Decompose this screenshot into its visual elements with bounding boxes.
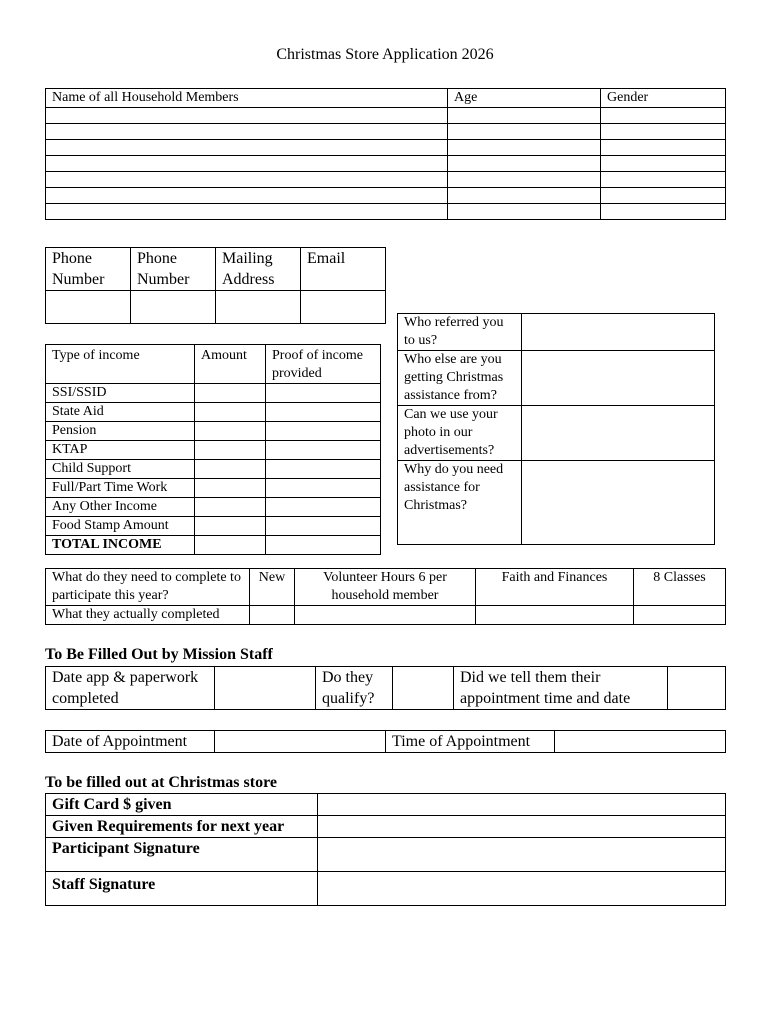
time-of-appointment-field[interactable] <box>555 731 726 753</box>
income-type-label: Full/Part Time Work <box>46 479 195 498</box>
income-amount-cell[interactable] <box>195 422 266 441</box>
household-age-cell[interactable] <box>448 124 601 140</box>
income-amount-cell[interactable] <box>195 460 266 479</box>
household-age-cell[interactable] <box>448 172 601 188</box>
requirement-faith-finances: Faith and Finances <box>476 569 634 606</box>
household-row <box>46 140 726 156</box>
household-name-cell[interactable] <box>46 156 448 172</box>
contact-header-mailing-address: Mailing Address <box>216 248 301 291</box>
household-header-gender: Gender <box>601 89 726 108</box>
gift-card-field[interactable] <box>318 794 726 816</box>
household-row <box>46 172 726 188</box>
qualify-label: Do they qualify? <box>316 667 393 710</box>
participant-signature-label: Participant Signature <box>46 838 318 872</box>
household-row <box>46 156 726 172</box>
participant-signature-field[interactable] <box>318 838 726 872</box>
income-type-label: KTAP <box>46 441 195 460</box>
household-header-name: Name of all Household Members <box>46 89 448 108</box>
requirements-table <box>45 568 726 625</box>
phone-2-field[interactable] <box>131 291 216 324</box>
household-name-cell[interactable] <box>46 140 448 156</box>
income-proof-cell[interactable] <box>266 517 381 536</box>
told-appointment-field[interactable] <box>668 667 726 710</box>
mailing-address-field[interactable] <box>216 291 301 324</box>
contact-header-phone-1: Phone Number <box>46 248 131 291</box>
referral-question: Who else are you getting Christmas assistance from? <box>398 351 522 406</box>
income-total-label: TOTAL INCOME <box>46 536 195 555</box>
household-name-cell[interactable] <box>46 204 448 220</box>
contact-header-phone-2: Phone Number <box>131 248 216 291</box>
requirements-question: What do they need to complete to participate this year? <box>46 569 250 606</box>
household-age-cell[interactable] <box>448 140 601 156</box>
household-age-cell[interactable] <box>448 204 601 220</box>
completed-volunteer-cell[interactable] <box>295 606 476 625</box>
date-app-label: Date app & paperwork completed <box>46 667 215 710</box>
qualify-field[interactable] <box>393 667 454 710</box>
phone-1-field[interactable] <box>46 291 131 324</box>
income-proof-cell[interactable] <box>266 498 381 517</box>
income-proof-cell[interactable] <box>266 460 381 479</box>
referral-answer-field[interactable] <box>522 314 715 351</box>
income-total-proof-cell[interactable] <box>266 536 381 555</box>
income-proof-cell[interactable] <box>266 479 381 498</box>
household-table <box>45 88 726 220</box>
completed-new-cell[interactable] <box>250 606 295 625</box>
told-appointment-label: Did we tell them their appointment time and date <box>454 667 668 710</box>
time-of-appointment-label: Time of Appointment <box>386 731 555 753</box>
household-row <box>46 204 726 220</box>
income-proof-cell[interactable] <box>266 403 381 422</box>
income-row <box>46 384 381 403</box>
contact-table <box>45 247 386 324</box>
requirement-volunteer-hours: Volunteer Hours 6 per household member <box>295 569 476 606</box>
household-row <box>46 108 726 124</box>
income-amount-cell[interactable] <box>195 441 266 460</box>
income-row <box>46 498 381 517</box>
income-type-label: State Aid <box>46 403 195 422</box>
income-row <box>46 441 381 460</box>
income-row <box>46 479 381 498</box>
income-amount-cell[interactable] <box>195 517 266 536</box>
income-proof-cell[interactable] <box>266 384 381 403</box>
date-of-appointment-label: Date of Appointment <box>46 731 215 753</box>
income-row <box>46 460 381 479</box>
store-table <box>45 793 726 906</box>
referral-question: Who referred you to us? <box>398 314 522 351</box>
requirement-new: New <box>250 569 295 606</box>
income-header-type: Type of income <box>46 345 195 384</box>
income-total-row <box>46 536 381 555</box>
income-type-label: Any Other Income <box>46 498 195 517</box>
contact-header-email: Email <box>301 248 386 291</box>
household-name-cell[interactable] <box>46 124 448 140</box>
household-gender-cell[interactable] <box>601 188 726 204</box>
household-name-cell[interactable] <box>46 108 448 124</box>
given-requirements-label: Given Requirements for next year <box>46 816 318 838</box>
income-amount-cell[interactable] <box>195 384 266 403</box>
photo-permission-answer-field[interactable] <box>522 406 715 461</box>
income-proof-cell[interactable] <box>266 422 381 441</box>
staff-signature-label: Staff Signature <box>46 872 318 906</box>
household-gender-cell[interactable] <box>601 172 726 188</box>
gift-card-label: Gift Card $ given <box>46 794 318 816</box>
household-row <box>46 188 726 204</box>
income-header-proof: Proof of income provided <box>266 345 381 384</box>
household-name-cell[interactable] <box>46 188 448 204</box>
income-header-amount: Amount <box>195 345 266 384</box>
income-proof-cell[interactable] <box>266 441 381 460</box>
staff-section-heading: To Be Filled Out by Mission Staff <box>45 646 273 663</box>
income-amount-cell[interactable] <box>195 479 266 498</box>
completed-faith-cell[interactable] <box>476 606 634 625</box>
requirement-8-classes: 8 Classes <box>634 569 726 606</box>
date-app-field[interactable] <box>215 667 316 710</box>
household-gender-cell[interactable] <box>601 140 726 156</box>
household-gender-cell[interactable] <box>601 156 726 172</box>
completed-classes-cell[interactable] <box>634 606 726 625</box>
household-row <box>46 124 726 140</box>
store-section-heading: To be filled out at Christmas store <box>45 774 277 791</box>
form-title: Christmas Store Application 2026 <box>276 46 494 63</box>
requirements-completed-label: What they actually completed <box>46 606 250 625</box>
other-assistance-answer-field[interactable] <box>522 351 715 406</box>
income-amount-cell[interactable] <box>195 498 266 517</box>
income-row <box>46 403 381 422</box>
income-type-label: SSI/SSID <box>46 384 195 403</box>
income-row <box>46 422 381 441</box>
referral-question: Can we use your photo in our advertisements? <box>398 406 522 461</box>
appointment-table <box>45 730 726 753</box>
staff-table <box>45 666 726 710</box>
household-age-cell[interactable] <box>448 188 601 204</box>
income-table <box>45 344 381 555</box>
household-gender-cell[interactable] <box>601 204 726 220</box>
staff-signature-field[interactable] <box>318 872 726 906</box>
income-total-amount-cell[interactable] <box>195 536 266 555</box>
income-row <box>46 517 381 536</box>
household-gender-cell[interactable] <box>601 124 726 140</box>
household-age-cell[interactable] <box>448 108 601 124</box>
date-of-appointment-field[interactable] <box>215 731 386 753</box>
household-header-age: Age <box>448 89 601 108</box>
income-amount-cell[interactable] <box>195 403 266 422</box>
given-requirements-field[interactable] <box>318 816 726 838</box>
email-field[interactable] <box>301 291 386 324</box>
household-age-cell[interactable] <box>448 156 601 172</box>
assistance-reason-answer-field[interactable] <box>522 461 715 545</box>
referral-table <box>397 313 715 545</box>
income-type-label: Child Support <box>46 460 195 479</box>
income-type-label: Pension <box>46 422 195 441</box>
household-name-cell[interactable] <box>46 172 448 188</box>
referral-question: Why do you need assistance for Christmas? <box>398 461 522 545</box>
income-type-label: Food Stamp Amount <box>46 517 195 536</box>
household-gender-cell[interactable] <box>601 108 726 124</box>
